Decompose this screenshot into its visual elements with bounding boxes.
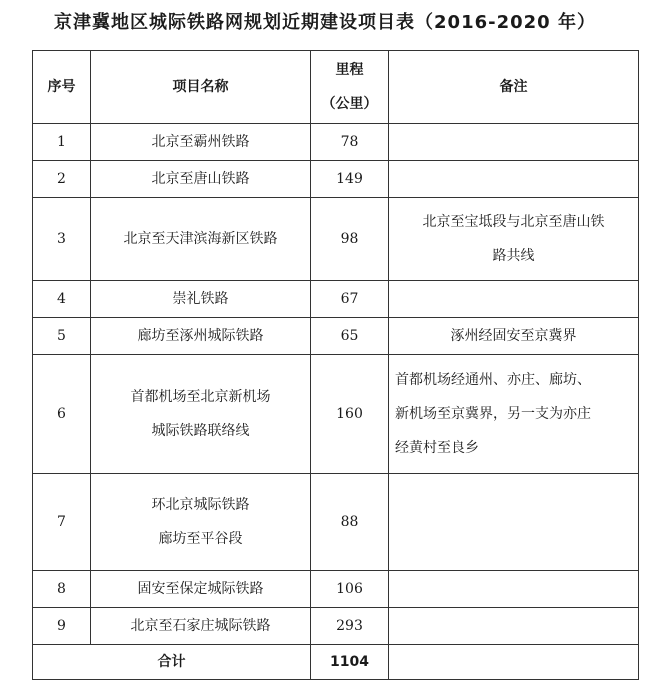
cell-note-line: 涿州经固安至京冀界 xyxy=(450,328,577,344)
cell-seq: 6 xyxy=(33,355,91,474)
cell-seq: 1 xyxy=(33,124,91,161)
table-row xyxy=(33,161,639,198)
total-length: 1104 xyxy=(311,645,389,680)
cell-name xyxy=(91,161,311,198)
total-row xyxy=(33,645,639,680)
cell-note xyxy=(389,124,639,161)
table-row xyxy=(33,318,639,355)
header-note: 备注 xyxy=(389,51,639,124)
cell-seq: 4 xyxy=(33,281,91,318)
cell-seq: 2 xyxy=(33,161,91,198)
cell-note xyxy=(389,198,639,281)
cell-name xyxy=(91,474,311,571)
cell-length: 293 xyxy=(311,608,389,645)
header-length-line1: 里程 xyxy=(335,62,364,78)
cell-note xyxy=(389,161,639,198)
table-row xyxy=(33,355,639,474)
header-length xyxy=(311,51,389,124)
table-row xyxy=(33,281,639,318)
header-length-line2: （公里） xyxy=(321,96,378,112)
cell-seq: 7 xyxy=(33,474,91,571)
cell-note xyxy=(389,355,639,474)
cell-note xyxy=(389,608,639,645)
cell-note xyxy=(389,318,639,355)
cell-note-line: 路共线 xyxy=(492,248,535,264)
cell-name-line: 廊坊至平谷段 xyxy=(158,531,243,547)
table-row xyxy=(33,474,639,571)
cell-note-line: 新机场至京冀界，另一支为亦庄 xyxy=(395,406,591,422)
cell-name-line: 首都机场至北京新机场 xyxy=(130,389,271,405)
cell-length: 65 xyxy=(311,318,389,355)
table-row xyxy=(33,571,639,608)
cell-note-line: 北京至宝坻段与北京至唐山铁 xyxy=(422,214,605,230)
cell-name xyxy=(91,281,311,318)
cell-name-line: 固安至保定城际铁路 xyxy=(137,581,264,597)
table-row xyxy=(33,608,639,645)
cell-name-line: 北京至天津滨海新区铁路 xyxy=(123,231,278,247)
cell-name-line: 城际铁路联络线 xyxy=(151,423,250,439)
header-row xyxy=(33,51,639,124)
cell-length: 88 xyxy=(311,474,389,571)
cell-name xyxy=(91,198,311,281)
cell-name xyxy=(91,355,311,474)
cell-note-line: 首都机场经通州、亦庄、廊坊、 xyxy=(395,372,591,388)
cell-note-line: 经黄村至良乡 xyxy=(395,440,479,456)
cell-seq: 3 xyxy=(33,198,91,281)
cell-seq: 8 xyxy=(33,571,91,608)
header-seq: 序号 xyxy=(33,51,91,124)
cell-seq: 5 xyxy=(33,318,91,355)
cell-name xyxy=(91,124,311,161)
table-row xyxy=(33,124,639,161)
cell-name-line: 廊坊至涿州城际铁路 xyxy=(137,328,264,344)
cell-note xyxy=(389,281,639,318)
cell-name xyxy=(91,318,311,355)
table-title: 京津冀地区城际铁路网规划近期建设项目表（2016-2020 年） xyxy=(54,12,596,33)
cell-note xyxy=(389,474,639,571)
cell-name-line: 崇礼铁路 xyxy=(172,291,229,307)
cell-name-line: 北京至唐山铁路 xyxy=(151,171,250,187)
total-label: 合计 xyxy=(33,645,311,680)
cell-length: 160 xyxy=(311,355,389,474)
cell-length: 98 xyxy=(311,198,389,281)
cell-length: 78 xyxy=(311,124,389,161)
cell-name-line: 北京至霸州铁路 xyxy=(151,134,250,150)
cell-name-line: 环北京城际铁路 xyxy=(151,497,250,513)
cell-seq: 9 xyxy=(33,608,91,645)
cell-note xyxy=(389,645,639,680)
header-name: 项目名称 xyxy=(91,51,311,124)
cell-name-line: 北京至石家庄城际铁路 xyxy=(130,618,271,634)
cell-length: 106 xyxy=(311,571,389,608)
cell-note xyxy=(389,571,639,608)
cell-name xyxy=(91,608,311,645)
project-table xyxy=(32,50,639,680)
cell-name xyxy=(91,571,311,608)
cell-length: 67 xyxy=(311,281,389,318)
table-row xyxy=(33,198,639,281)
cell-length: 149 xyxy=(311,161,389,198)
